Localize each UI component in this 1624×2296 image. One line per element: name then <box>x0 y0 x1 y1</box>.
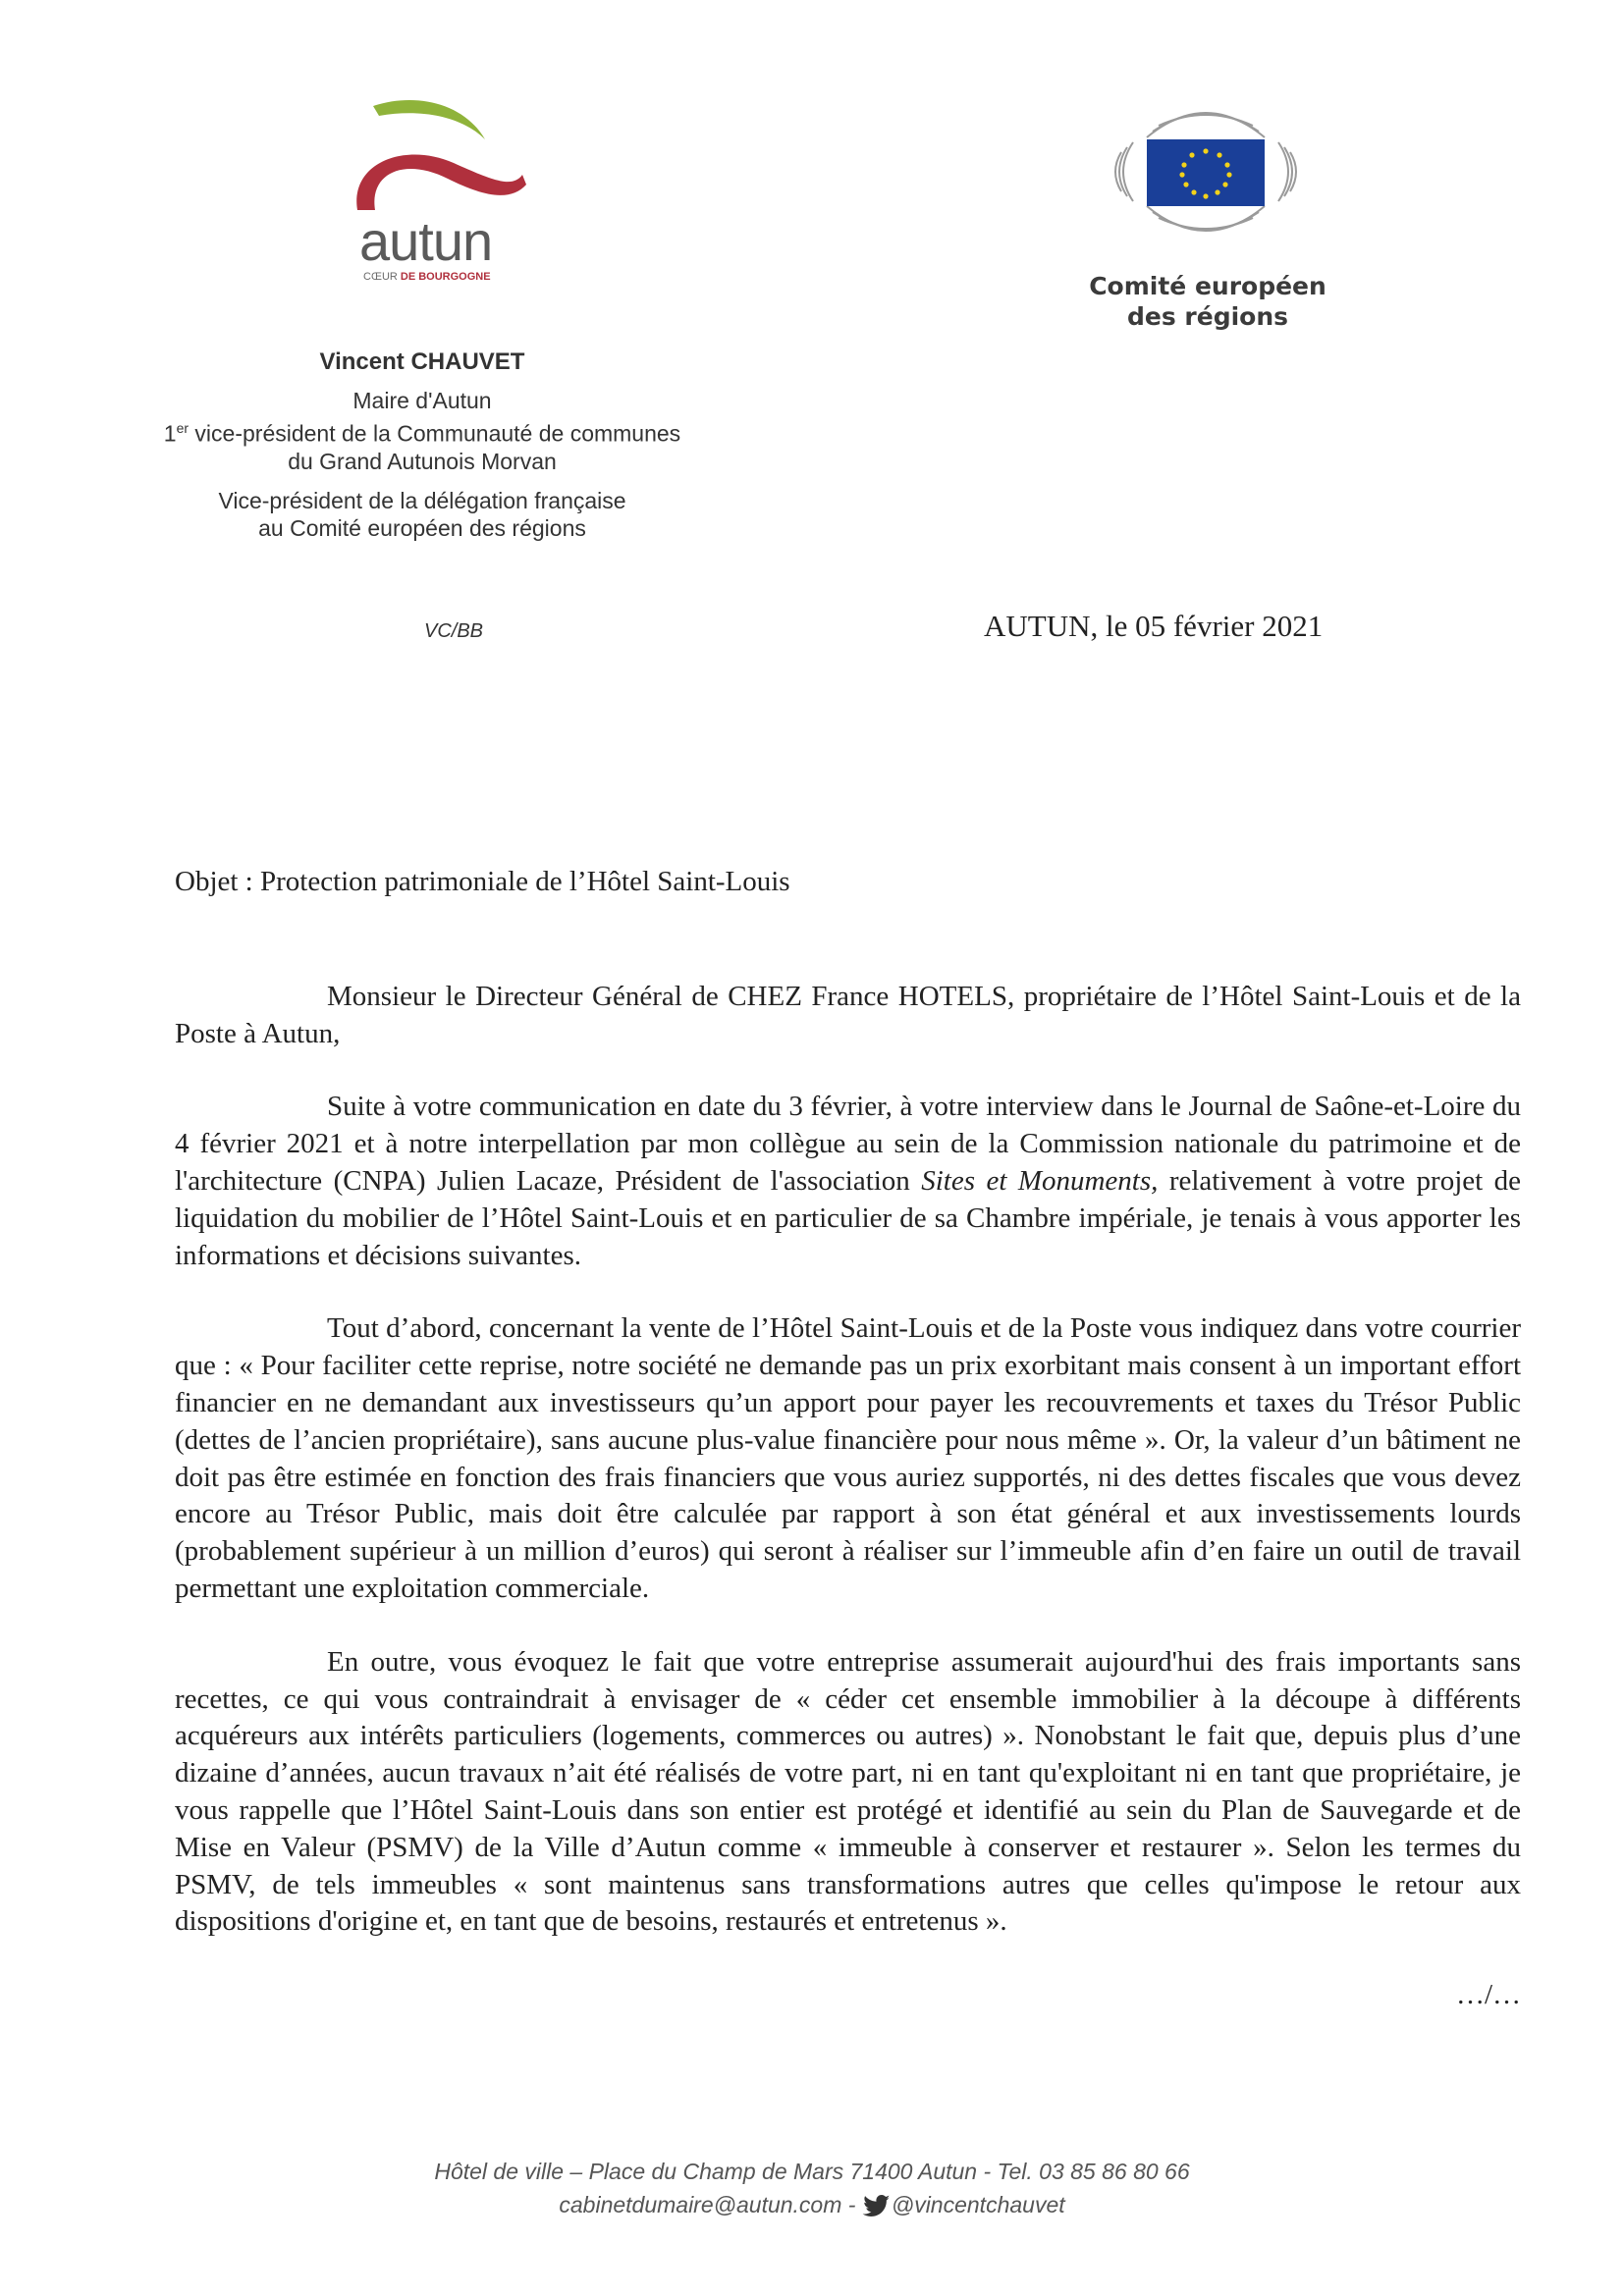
reference: VC/BB <box>424 620 484 642</box>
cor-name-line: Comité européen <box>1089 272 1326 300</box>
paragraph: Suite à votre communication en date du 3 février, à votre interview dans le Journal de Saône-et-Loire du 4 février 2021 et à notre interpellation par mon collègue au sein de la Commission nationale du patrimoine et de l'architecture (CNPA) Julien Lacaze, Président de l'association Sites et Monuments, relativement à votre projet de liquidation du mobilier de l’Hôtel Saint-Louis et en particulier de sa Chambre impériale, je tenais à vous apporter les informations et décisions suivantes. <box>175 1091 1522 1271</box>
footer-email[interactable]: cabinetdumaire@autun.com <box>559 2192 842 2217</box>
cor-name-line: des régions <box>1126 302 1289 331</box>
continued-marker: …/… <box>1455 1979 1521 2011</box>
twitter-bird-icon <box>862 2195 892 2218</box>
footer <box>0 2155 1624 2221</box>
autun-wordmark: autun <box>359 210 493 272</box>
sender-block <box>128 347 717 542</box>
sender-title: 1er vice-président de la Communauté de communes <box>163 420 681 447</box>
sender-name: Vincent CHAUVET <box>319 348 525 375</box>
sender-title: du Grand Autunois Morvan <box>288 448 557 474</box>
sender-title: Vice-président de la délégation française <box>218 487 626 513</box>
paragraph: Tout d’abord, concernant la vente de l’Hôtel Saint-Louis et de la Poste vous indiquez dans votre courrier que : « Pour faciliter cette reprise, notre société ne demande pas un prix exorbitant mais consent à un important effort financier en ne demandant aux investisseurs qu’un apport pour payer les recouvrements et taxes du Trésor Public (dettes de l’ancien propriétaire), sans aucune plus-value financière pour nous même ». Or, la valeur d’un bâtiment ne doit pas être estimée en fonction des frais financiers que vous auriez supportés, ni des dettes fiscales que vous devez encore au Trésor Public, mais doit être calculée par rapport à son état général et aux investissements lourds (probablement supérieur à un million d’euros) qui seront à réaliser sur l’immeuble afin d’en faire un outil de travail permettant une exploitation commerciale. <box>175 1312 1521 1604</box>
autun-tagline: CŒUR DE BOURGOGNE <box>363 271 491 283</box>
paragraph: En outre, vous évoquez le fait que votre entreprise assumerait aujourd'hui des frais importants sans recettes, ce qui vous contraindrait à envisager de « céder cet ensemble immobilier à la découpe à différents acquéreurs aux intérêts particuliers (logements, commerces ou autres) ». Nonobstant le fait que, depuis plus d’une dizaine d’années, aucun travaux n’ait été réalisés de votre part, ni en tant qu'exploitant ni en tant que propriétaire, je vous rappelle que l’Hôtel Saint-Louis dans son entier est protégé et identifié au sein du Plan de Sauvegarde et de Mise en Valeur (PSMV) de la Ville d’Autun comme « immeuble à conserver et restaurer ». Selon les termes du PSMV, de tels immeubles « sont maintenus sans transformations autres que celles qu'impose le retour aux dispositions d'origine et, en tant que de besoins, restaurés et entretenus ». <box>175 1645 1521 1938</box>
footer-contact: cabinetdumaire@autun.com - @vincentchauvet <box>559 2192 1065 2217</box>
sender-title: Maire d'Autun <box>352 388 492 413</box>
salutation: Monsieur le Directeur Général de CHEZ France HOTELS, propriétaire de l’Hôtel Saint-Louis et de la Poste à Autun, <box>175 980 1521 1049</box>
footer-twitter[interactable]: @vincentchauvet <box>891 2192 1065 2217</box>
date-line: AUTUN, le 05 février 2021 <box>984 609 1324 643</box>
cor-name <box>1070 271 1345 332</box>
letter-object: Objet : Protection patrimoniale de l’Hôtel Saint-Louis <box>175 866 790 897</box>
sender-title: au Comité européen des régions <box>258 514 586 541</box>
footer-address: Hôtel de ville – Place du Champ de Mars 71400 Autun - Tel. 03 85 86 80 66 <box>434 2159 1190 2184</box>
letter-body <box>175 864 1521 2014</box>
cor-emblem-icon <box>1108 98 1304 245</box>
